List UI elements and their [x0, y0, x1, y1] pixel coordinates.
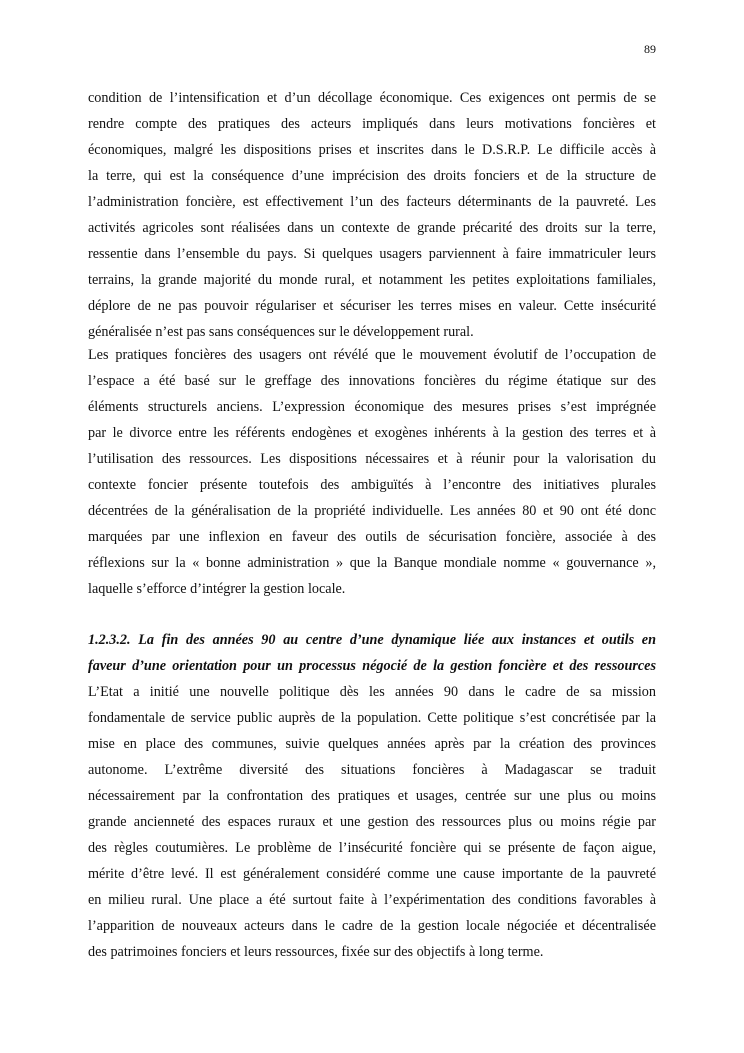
text-line: grande ancienneté des espaces ruraux et une gestion des ressources plus ou moins régie par: [88, 814, 656, 830]
paragraph-1: [88, 85, 656, 345]
section-heading: [88, 627, 656, 679]
text-line: Les pratiques foncières des usagers ont révélé que le mouvement évolutif de l’occupation de: [88, 347, 656, 363]
text-line: des patrimoines fonciers et leurs ressources, fixée sur des objectifs à long terme.: [88, 944, 544, 960]
text-line: en milieu rural. Une place a été surtout faite à l’expérimentation des conditions favorables à: [88, 892, 656, 908]
paragraph-2: [88, 342, 656, 602]
text-line: mise en place des communes, suivie quelques années après par la création des provinces: [88, 736, 656, 752]
text-line: généralisée n’est pas sans conséquences sur le développement rural.: [88, 324, 474, 340]
text-line: L’Etat a initié une nouvelle politique dès les années 90 dans le cadre de sa mission: [88, 684, 656, 700]
text-line: condition de l’intensification et d’un décollage économique. Ces exigences ont permis de se: [88, 90, 656, 106]
text-line: décentrées de la généralisation de la propriété individuelle. Les années 80 et 90 ont été donc: [88, 503, 656, 519]
text-line: faveur d’une orientation pour un processus négocié de la gestion foncière et des ressources: [88, 658, 656, 674]
text-line: nécessairement par la confrontation des pratiques et usages, centrée sur une plus ou moins: [88, 788, 656, 804]
text-line: l’espace a été basé sur le greffage des innovations foncières du régime étatique sur des: [88, 373, 656, 389]
text-line: mérite d’être levé. Il est généralement considéré comme une cause importante de la pauvreté: [88, 866, 656, 882]
text-line: ressentie dans l’ensemble du pays. Si quelques usagers parviennent à faire immatriculer leurs: [88, 246, 656, 262]
text-line: l’utilisation des ressources. Les dispositions nécessaires et à réunir pour la valorisation du: [88, 451, 656, 467]
text-line: laquelle s’efforce d’intégrer la gestion locale.: [88, 581, 346, 597]
text-line: éléments structurels anciens. L’expression économique des mesures prises s’est imprégnée: [88, 399, 656, 415]
page-number: 89: [644, 42, 656, 56]
text-line: déplore de ne pas pouvoir régulariser et sécuriser les terres mises en valeur. Cette insécurité: [88, 298, 656, 314]
text-line: 1.2.3.2. La fin des années 90 au centre d’une dynamique liée aux instances et outils en: [88, 632, 656, 648]
text-line: contexte foncier présente toutefois des ambiguïtés à l’encontre des initiatives plurales: [88, 477, 656, 493]
text-line: rendre compte des pratiques des acteurs impliqués dans leurs motivations foncières et: [88, 116, 656, 132]
text-line: terrains, la grande majorité du monde rural, et notamment les petites exploitations familiales,: [88, 272, 656, 288]
text-line: fondamentale de service public auprès de la population. Cette politique s’est concrétisée par la: [88, 710, 656, 726]
text-line: l’administration foncière, est effectivement l’un des facteurs déterminants de la pauvreté. Les: [88, 194, 656, 210]
paragraph-3: [88, 679, 656, 965]
text-line: des règles coutumières. Le problème de l’insécurité foncière qui se présente de façon aigue,: [88, 840, 656, 856]
text-line: par le divorce entre les référents endogènes et exogènes inhérents à la gestion des terres et à: [88, 425, 656, 441]
text-line: économiques, malgré les dispositions prises et inscrites dans le D.S.R.P. Le difficile accès à: [88, 142, 656, 158]
text-line: réflexions sur la « bonne administration » que la Banque mondiale nomme « gouvernance »,: [88, 555, 656, 571]
text-line: activités agricoles sont réalisées dans un contexte de grande précarité des droits sur la terre,: [88, 220, 656, 236]
text-line: marquées par une inflexion en faveur des outils de sécurisation foncière, associée à des: [88, 529, 656, 545]
text-line: autonome. L’extrême diversité des situations foncières à Madagascar se traduit: [88, 762, 656, 778]
text-line: l’apparition de nouveaux acteurs dans le cadre de la gestion locale négociée et décentralisée: [88, 918, 656, 934]
text-line: la terre, qui est la conséquence d’une imprécision des droits fonciers et de la structure de: [88, 168, 656, 184]
